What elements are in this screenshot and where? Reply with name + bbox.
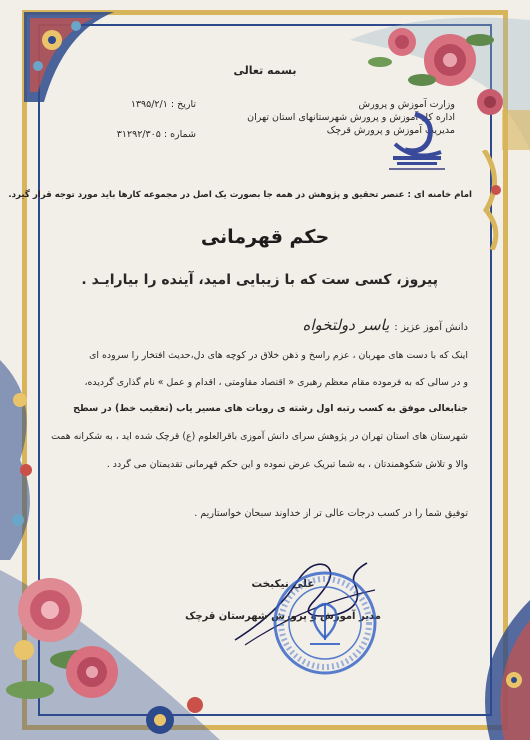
inspirational-quote: پیروز، کسی ست که با زیبایی امید، آینده را بیارایـد . (81, 272, 438, 288)
closing-wish: توفیق شما را در کسب درجات عالی تر از خداوند سبحان خواستاریم . (194, 508, 468, 519)
number-value: ۳۱۲۹۲/۳۰۵ (116, 129, 161, 140)
body-line-4: شهرستان های استان تهران در پژوهش سرای دانش آموزی باقرالعلوم (ع) قرچک شده اید ، به شکرانه همت (51, 431, 468, 442)
official-stamp (270, 568, 380, 678)
date-field (108, 99, 196, 110)
bottom-right-ornament (430, 600, 530, 740)
top-left-ornament (24, 12, 114, 102)
ministry-line-3: مدیریت آموزش و پرورش قرچک (326, 125, 455, 136)
recipient-name: یاسر دولتخواه (302, 316, 390, 334)
recipient-prefix: دانش آموز عزیز : (394, 322, 468, 333)
ministry-line-1: وزارت آموزش و پرورش (358, 99, 455, 110)
number-field (98, 129, 196, 140)
bottom-left-rose-ornament (0, 540, 220, 740)
date-label: تاریخ : (170, 99, 196, 110)
body-line-5: والا و تلاش شکوهمندتان ، به شما تبریک عرض نموده و این حکم قهرمانی تقدیمتان می گردد . (106, 459, 468, 470)
ministry-logo (385, 110, 449, 176)
ministry-line-2: اداره کل آموزش و پرورش شهرستانهای استان تهران (247, 112, 455, 123)
motto-quote: امام خامنه ای : عنصر تحقیق و پژوهش در همه جا بصورت یک اصل در مجموعه کارها باید مورد توجه قرار گیرد. (8, 190, 472, 200)
right-side-ornament (474, 150, 514, 250)
number-label: شماره : (163, 129, 196, 140)
body-line-3: جنابعالی موفق به کسب رتبه اول رشته ی روبات های مسیر یاب (تعقیب خط) در سطح (73, 403, 468, 414)
bismillah: بسمه تعالی (233, 64, 297, 77)
date-value: ۱۳۹۵/۲/۱ (130, 99, 168, 110)
signatory-name: علی نیکبخت (251, 578, 315, 590)
body-line-2: و در سالی که به فرموده مقام معظم رهبری « اقتصاد مقاومتی ، اقدام و عمل » نام گذاری گردیده، (84, 377, 468, 388)
recipient-line (200, 315, 468, 334)
body-line-1: اینک که با دست های مهربان ، عزم راسخ و ذهن خلاق در کوچه های دل،حدیث افتخار را سروده ای (89, 350, 468, 361)
signatory-title: مدیر آموزش و پرورش شهرستان قرچک (185, 611, 381, 622)
certificate-title: حکم قهرمانی (200, 226, 330, 248)
